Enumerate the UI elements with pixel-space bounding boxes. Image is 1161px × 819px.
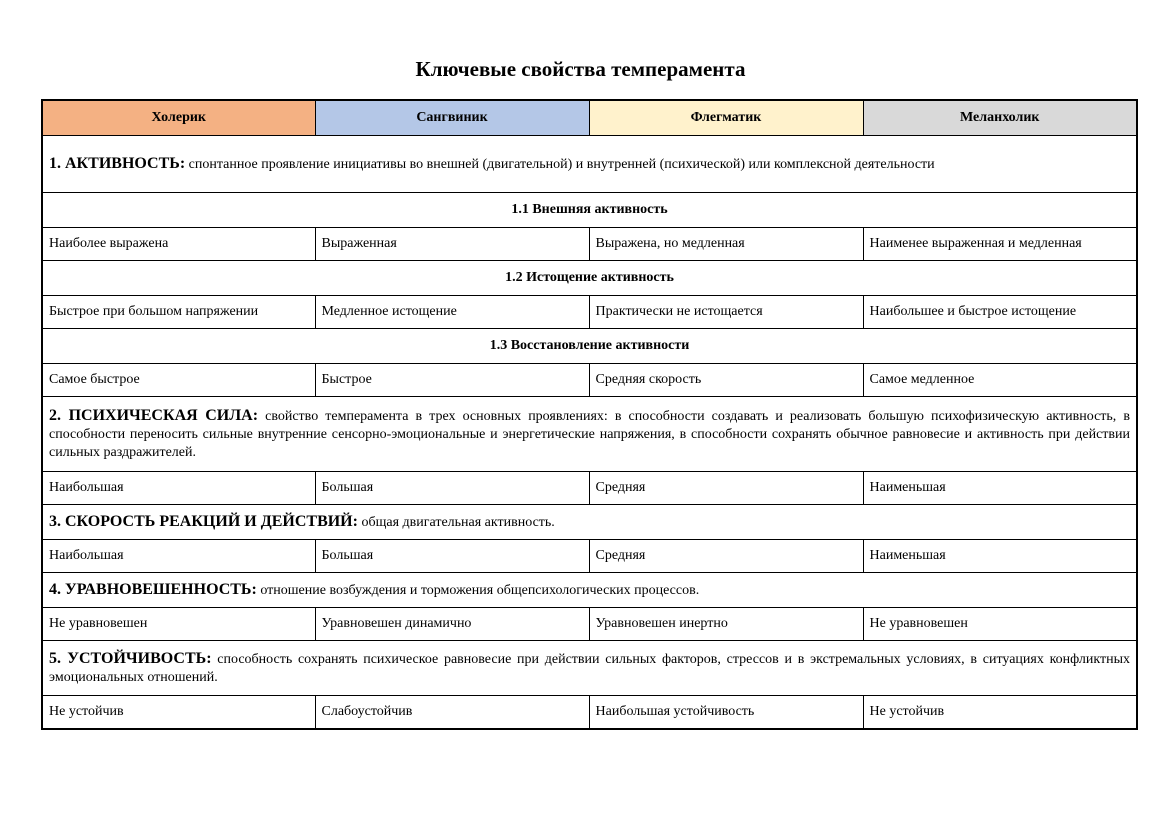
property-row-stability (42, 641, 1137, 696)
table-cell: Быстрое при большом напряжении (42, 296, 315, 329)
column-header-choleric: Холерик (42, 100, 315, 136)
property-description (42, 505, 1137, 540)
property-title: 5. УСТОЙЧИВОСТЬ: (49, 649, 212, 667)
header-row (42, 100, 1137, 136)
column-header-phlegmatic: Флегматик (589, 100, 863, 136)
table-cell: Большая (315, 540, 589, 573)
property-row-activity (42, 136, 1137, 193)
table-cell: Средняя (589, 472, 863, 505)
table-cell: Практически не истощается (589, 296, 863, 329)
page-title: Ключевые свойства темперамента (415, 57, 746, 81)
temperament-table (41, 99, 1138, 730)
property-row-balance (42, 573, 1137, 608)
subsection-title: 1.2 Истощение активность (42, 261, 1137, 296)
property-title: 1. АКТИВНОСТЬ: (49, 154, 186, 172)
table-cell: Самое быстрое (42, 364, 315, 397)
property-description (42, 641, 1137, 696)
table-row (42, 472, 1137, 505)
table-cell: Наименее выраженная и медленная (863, 228, 1137, 261)
table-cell: Наибольшая устойчивость (589, 696, 863, 730)
subsection-row (42, 193, 1137, 228)
table-cell: Наибольшая (42, 472, 315, 505)
table-row (42, 228, 1137, 261)
table-cell: Уравновешен динамично (315, 608, 589, 641)
table-row (42, 696, 1137, 730)
table-cell: Не уравновешен (42, 608, 315, 641)
table-cell: Медленное истощение (315, 296, 589, 329)
property-title: 2. ПСИХИЧЕСКАЯ СИЛА: (49, 406, 259, 424)
subsection-title: 1.3 Восстановление активности (42, 329, 1137, 364)
table-cell: Не устойчив (42, 696, 315, 730)
table-cell: Выраженная (315, 228, 589, 261)
table-row (42, 296, 1137, 329)
property-text: общая двигательная активность. (357, 514, 555, 530)
property-description (42, 397, 1137, 472)
table-cell: Наибольшая (42, 540, 315, 573)
property-row-mental-strength (42, 397, 1137, 472)
property-text: способность сохранять психическое равновесие при действии сильных факторов, стрессов и в экстремальных условиях, в ситуациях конфликтных эмоциональных отношений. (49, 651, 1130, 685)
property-description (42, 573, 1137, 608)
table-cell: Самое медленное (863, 364, 1137, 397)
table-row (42, 540, 1137, 573)
property-title: 3. СКОРОСТЬ РЕАКЦИЙ И ДЕЙСТВИЙ: (49, 512, 358, 530)
property-text: свойство темперамента в трех основных проявлениях: в способности создавать и реализовать большую психофизическую активность, в способности переносить сильные внутренние сенсорно-эмоциональные и энергетические напряжения, в способности сохранять обычное равновесие и активность при действии сильных раздражителей. (49, 408, 1130, 460)
column-header-melancholic: Меланхолик (863, 100, 1137, 136)
subsection-row (42, 329, 1137, 364)
table-cell: Не устойчив (863, 696, 1137, 730)
table-cell: Выражена, но медленная (589, 228, 863, 261)
property-text: спонтанное проявление инициативы во внешней (двигательной) и внутренней (психической) или комплексной деятельности (185, 156, 935, 172)
subsection-row (42, 261, 1137, 296)
table-cell: Большая (315, 472, 589, 505)
property-description (42, 136, 1137, 193)
table-cell: Наиболее выражена (42, 228, 315, 261)
table-cell: Средняя скорость (589, 364, 863, 397)
table-cell: Уравновешен инертно (589, 608, 863, 641)
table-cell: Наибольшее и быстрое истощение (863, 296, 1137, 329)
table-cell: Быстрое (315, 364, 589, 397)
table-row (42, 364, 1137, 397)
table-cell: Не уравновешен (863, 608, 1137, 641)
table-cell: Средняя (589, 540, 863, 573)
table-cell: Наименьшая (863, 540, 1137, 573)
property-text: отношение возбуждения и торможения общепсихологических процессов. (256, 582, 700, 598)
subsection-title: 1.1 Внешняя активность (42, 193, 1137, 228)
table-row (42, 608, 1137, 641)
table-cell: Слабоустойчив (315, 696, 589, 730)
property-row-reaction-speed (42, 505, 1137, 540)
property-title: 4. УРАВНОВЕШЕННОСТЬ: (49, 580, 257, 598)
column-header-sanguine: Сангвиник (315, 100, 589, 136)
table-cell: Наименьшая (863, 472, 1137, 505)
